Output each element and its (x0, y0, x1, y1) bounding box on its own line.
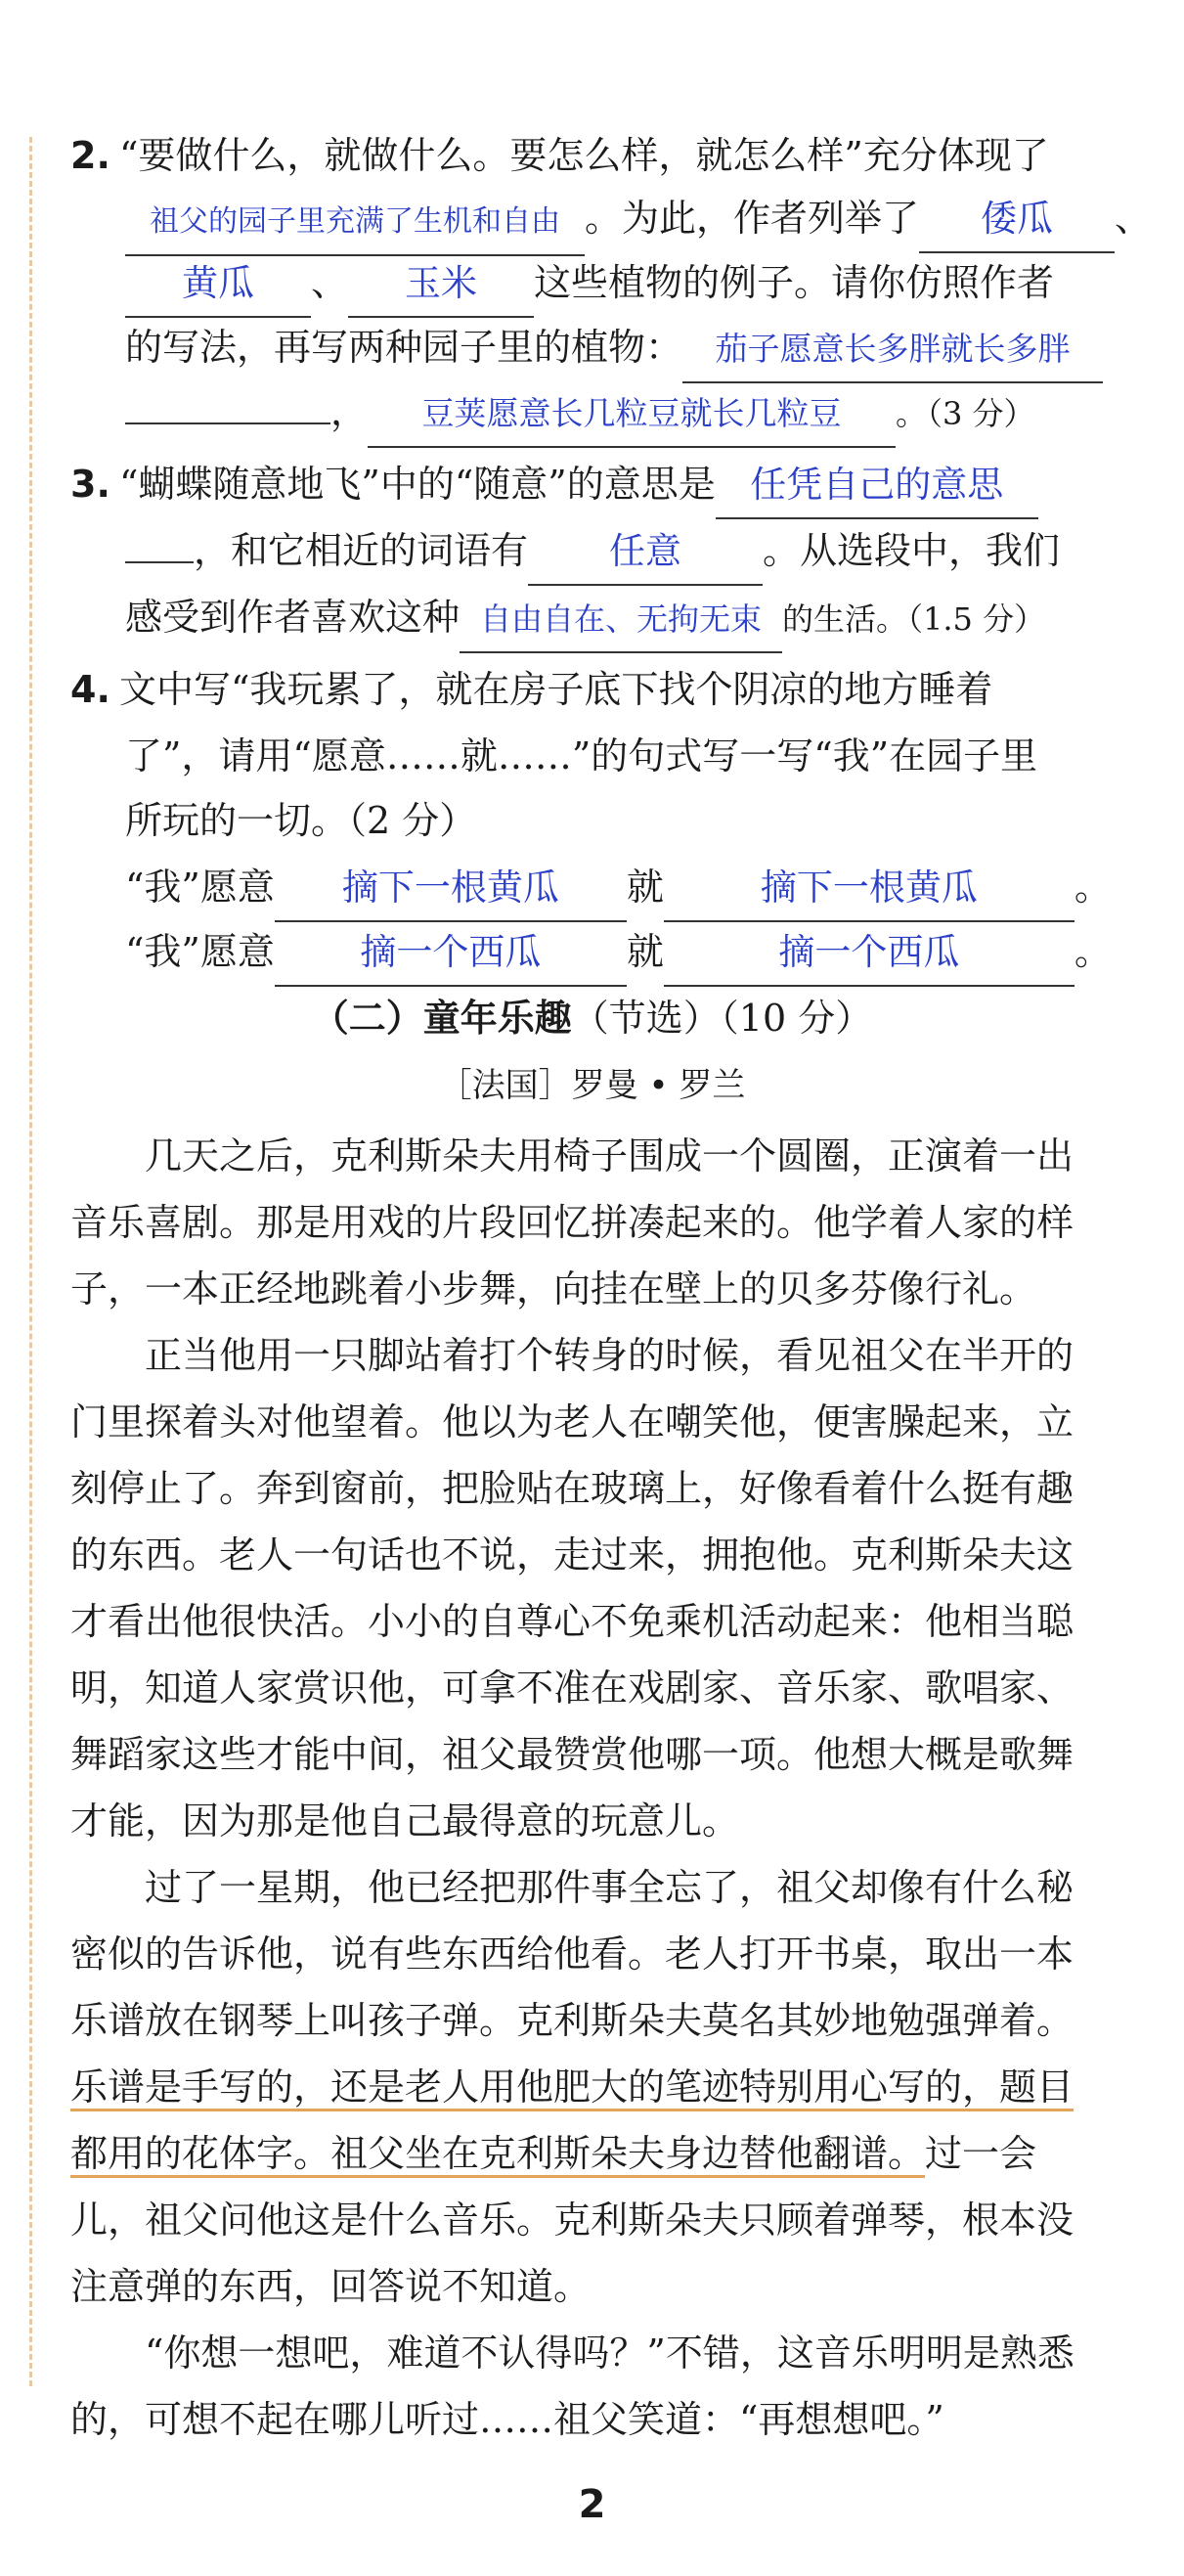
question-3-line-2 (125, 518, 1060, 586)
underlined-sentence: 乐谱是手写的，还是老人用他肥大的笔迹特别用心写的，题目都用的花体字。祖父坐在克利斯朵夫身边替他翻谱。 (70, 2065, 1074, 2178)
answer-blank[interactable] (125, 561, 194, 563)
question-text: 就 (626, 930, 664, 973)
paragraph-text: 过了一星期，他已经把那件事全忘了，祖父却像有什么秘密似的告诉他，说有些东西给他看。老人打开书桌，取出一本乐谱放在钢琴上叫孩子弹。克利斯朵夫莫名其妙地勉强弹着。 (70, 1866, 1074, 2042)
section-note: （节选）（10 分） (571, 997, 873, 1040)
handwritten-answer: 黄瓜 (182, 262, 254, 304)
margin-dashed-line (29, 137, 32, 2386)
question-4-line-1 (70, 657, 992, 722)
question-number: 4. (70, 668, 110, 711)
question-number: 2. (70, 134, 110, 177)
question-text: “蝴蝶随意地飞”中的“随意”的意思是 (119, 463, 716, 506)
passage-paragraph-3 (70, 1854, 1107, 2320)
answer-blank[interactable] (664, 919, 1074, 987)
answer-blank[interactable] (275, 919, 627, 987)
question-text: 。从选段中，我们 (763, 529, 1061, 572)
handwritten-answer: 自由自在、无拘无束 (480, 600, 763, 638)
question-4-answer-2 (125, 919, 1112, 987)
question-4-answer-1 (125, 855, 1112, 922)
answer-blank[interactable] (125, 186, 585, 256)
page-number: 2 (578, 2482, 606, 2527)
answer-blank[interactable] (528, 518, 763, 586)
answer-blank[interactable] (275, 855, 627, 922)
question-4-line-3: 所玩的一切。（2 分） (125, 799, 477, 842)
passage-paragraph-1: 几天之后，克利斯朵夫用椅子围成一个圆圈，正演着一出音乐喜剧。那是用戏的片段回忆拼凑起来的。他学着人家的样子，一本正经地跳着小步舞，向挂在壁上的贝多芬像行礼。 (70, 1134, 1074, 1310)
question-text: 。为此，作者列举了 (585, 197, 920, 240)
handwritten-answer: 摘一个西瓜 (360, 931, 542, 973)
question-text: 就 (626, 866, 664, 909)
handwritten-answer: 摘一个西瓜 (778, 931, 960, 973)
passage-paragraph-2: 正当他用一只脚站着打个转身的时候，看见祖父在半开的门里探着头对他望着。他以为老人在嘲笑他，便害臊起来，立刻停止了。奔到窗前，把脸贴在玻璃上，好像看着什么挺有趣的东西。老人一句话也不说，走过来，拥抱他。克利斯朵夫这才看出他很快活。小小的自尊心不免乘机活动起来：他相当聪明，知道人家赏识他，可拿不准在戏剧家、音乐家、歌唱家、舞蹈家这些才能中间，祖父最赞赏他哪一项。他想大概是歌舞才能，因为那是他自己最得意的玩意儿。 (70, 1334, 1074, 1843)
question-text: “我”愿意 (125, 866, 275, 909)
answer-blank[interactable] (919, 186, 1115, 253)
question-text: 文中写“我玩累了，就在房子底下找个阴凉的地方睡着 (119, 668, 993, 711)
answer-blank[interactable] (368, 379, 896, 448)
question-2-line-3 (125, 250, 1054, 318)
handwritten-answer: 祖父的园子里充满了生机和自由 (150, 204, 560, 239)
question-2-line-5 (125, 379, 1035, 448)
question-text: 这些植物的例子。请你仿照作者 (534, 261, 1055, 304)
question-text: 感受到作者喜欢这种 (125, 596, 460, 639)
question-3-line-3 (125, 585, 1045, 653)
question-text: ，和它相近的词语有 (194, 529, 529, 572)
question-text: 。 (1074, 930, 1112, 973)
section-title-text: （二）童年乐趣 (311, 997, 572, 1040)
question-4-line-2: 了”，请用“愿意……就……”的句式写一写“我”在园子里 (125, 734, 1038, 777)
question-3-line-1 (70, 452, 1038, 519)
question-text: 、 (311, 261, 349, 304)
handwritten-answer: 茄子愿意长多胖就长多胖 (715, 330, 1071, 368)
author-line: ［法国］罗曼 • 罗兰 (438, 1066, 746, 1105)
handwritten-answer: 任凭自己的意思 (750, 464, 1004, 506)
handwritten-answer: 豆荚愿意长几粒豆就长几粒豆 (421, 394, 842, 432)
question-text: 的写法，再写两种园子里的植物： (125, 326, 683, 369)
handwritten-answer: 倭瓜 (981, 198, 1054, 240)
section-title (0, 988, 1184, 1042)
answer-blank[interactable] (664, 855, 1074, 922)
answer-blank[interactable] (682, 315, 1103, 383)
score-label: 。（3 分） (896, 395, 1035, 432)
question-2-line-1 (70, 123, 1049, 188)
question-2-line-4 (125, 315, 1103, 383)
question-number: 3. (70, 463, 110, 506)
handwritten-answer: 摘下一根黄瓜 (341, 866, 559, 909)
answer-blank[interactable] (125, 422, 330, 424)
answer-blank[interactable] (348, 250, 534, 318)
question-text: 的生活。（1.5 分） (782, 600, 1046, 638)
question-2-line-2 (125, 186, 1152, 256)
question-text: 、 (1115, 197, 1153, 240)
question-text: “要做什么，就做什么。要怎么样，就怎么样”充分体现了 (119, 134, 1049, 177)
answer-blank[interactable] (125, 250, 311, 318)
handwritten-answer: 玉米 (405, 262, 478, 304)
question-text: “我”愿意 (125, 930, 275, 973)
paragraph-text: 过一会儿，祖父问他这是什么音乐。克利斯朵夫只顾着弹琴，根本没注意弹的东西，回答说不知道。 (70, 2132, 1074, 2308)
question-text: 。 (1074, 866, 1112, 909)
answer-blank[interactable] (716, 452, 1038, 519)
answer-blank[interactable] (460, 585, 782, 653)
passage-paragraph-4: “你想一想吧，难道不认得吗？”不错，这音乐明明是熟悉的，可想不起在哪儿听过……祖父笑道：“再想想吧。” (70, 2332, 1074, 2441)
question-text: ， (330, 390, 369, 433)
handwritten-answer: 任意 (609, 530, 682, 572)
handwritten-answer: 摘下一根黄瓜 (760, 866, 978, 909)
